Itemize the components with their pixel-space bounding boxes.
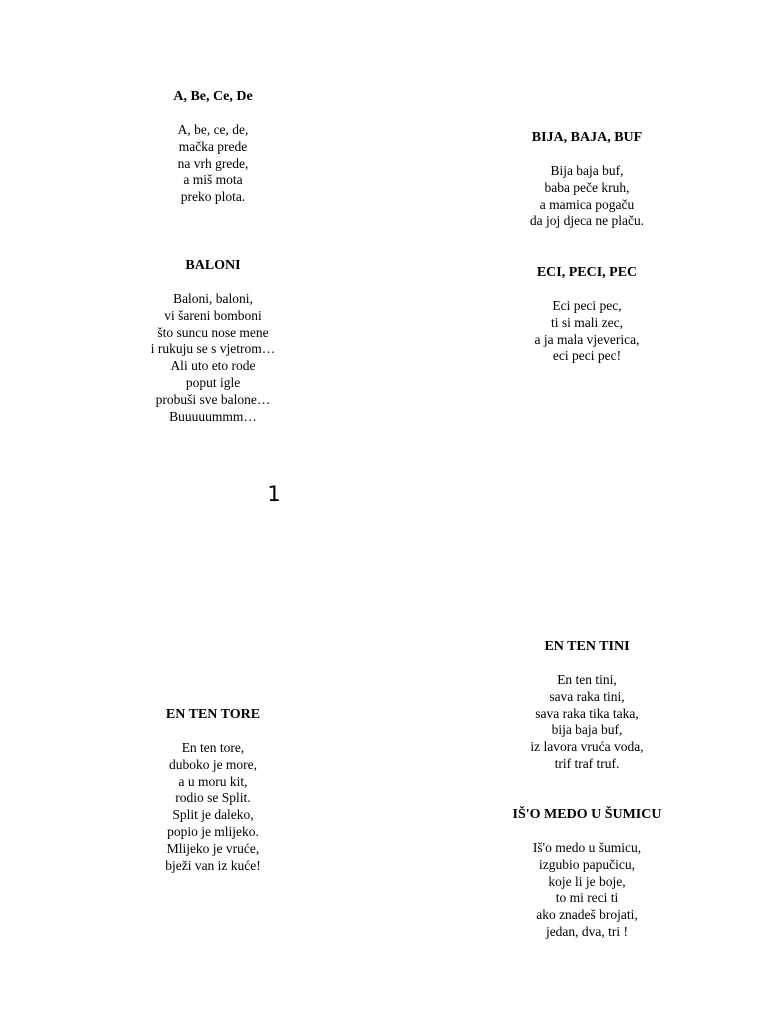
poem-line: sava raka tini, [549, 688, 625, 704]
poem-line: mačka prede [178, 138, 248, 154]
poem-title: ECI, PECI, PEC [536, 265, 638, 280]
poem-line: ako znadeš brojati, [536, 907, 638, 923]
poem-text [93, 291, 333, 425]
page-number: 1 [267, 482, 281, 506]
poem-text [93, 740, 333, 874]
poem-text [467, 298, 707, 365]
poem-title: EN TEN TORE [165, 707, 261, 722]
poem-title: BIJA, BAJA, BUF [531, 130, 643, 145]
poem-line: a mamica pogaču [539, 196, 635, 212]
poem-line: A, be, ce, de, [177, 122, 249, 137]
poem-line: sava raka tika taka, [535, 705, 639, 721]
poem-line: što suncu nose mene [157, 324, 269, 340]
poem-title: BALONI [185, 258, 241, 273]
poem-line: bija baja buf, [551, 722, 623, 738]
poem-line: trif traf truf. [554, 755, 620, 771]
poem-line: i rukuju se s vjetrom… [150, 341, 276, 357]
poem-line: eci peci pec! [552, 348, 622, 364]
poem-line: ti si mali zec, [551, 314, 623, 330]
poem-line: preko plota. [180, 189, 246, 205]
poem-line: rodio se Split. [175, 790, 251, 806]
poem-line: na vrh grede, [177, 155, 249, 171]
poem-line: jedan, dva, tri ! [545, 923, 629, 939]
poem-bija-baja-buf [467, 129, 707, 230]
poem-line: da joj djeca ne plaču. [529, 213, 645, 229]
poem-line: to mi reci ti [555, 890, 619, 906]
poem-line: vi šareni bomboni [164, 307, 262, 323]
poem-line: poput igle [185, 374, 241, 390]
poem-line: En ten tini, [557, 672, 617, 687]
poem-text [93, 122, 333, 206]
poem-line: a ja mala vjeverica, [534, 331, 640, 347]
poem-text [467, 840, 707, 941]
poem-line: Buuuuummm… [169, 408, 257, 424]
poem-line: a u moru kit, [178, 773, 248, 789]
poem-line: koje li je boje, [548, 873, 626, 889]
poem-line: Bija baja buf, [550, 163, 624, 178]
poem-line: En ten tore, [181, 740, 245, 755]
poem-line: baba peče kruh, [544, 179, 630, 195]
poem-eci-peci-pec [467, 264, 707, 365]
poem-title: A, Be, Ce, De [173, 89, 253, 104]
poem-en-ten-tini [467, 638, 707, 773]
poem-line: a miš mota [183, 172, 243, 188]
poem-title: EN TEN TINI [544, 639, 630, 654]
poem-line: iz lavora vruća voda, [530, 739, 644, 755]
poem-text [467, 163, 707, 230]
poem-text [467, 672, 707, 773]
poem-line: Ali uto eto rode [170, 358, 256, 374]
poem-line: Eci peci pec, [552, 298, 622, 313]
poem-line: Baloni, baloni, [173, 291, 253, 306]
poem-line: izgubio papučicu, [539, 856, 635, 872]
poem-title: IŠ'O MEDO U ŠUMICU [512, 807, 662, 822]
poem-line: popio je mlijeko. [167, 823, 259, 839]
poem-line: probuši sve balone… [155, 391, 271, 407]
poem-line: Mlijeko je vruće, [166, 840, 260, 856]
poem-en-ten-tore [93, 706, 333, 874]
poem-line: duboko je more, [168, 756, 258, 772]
poem-line: bježi van iz kuće! [165, 857, 261, 873]
poem-iso-medo-u-sumicu [467, 806, 707, 941]
poem-line: Split je daleko, [172, 807, 254, 823]
poem-baloni [93, 257, 333, 425]
poem-a-be-ce-de [93, 88, 333, 206]
poem-line: Iš'o medo u šumicu, [532, 840, 642, 855]
